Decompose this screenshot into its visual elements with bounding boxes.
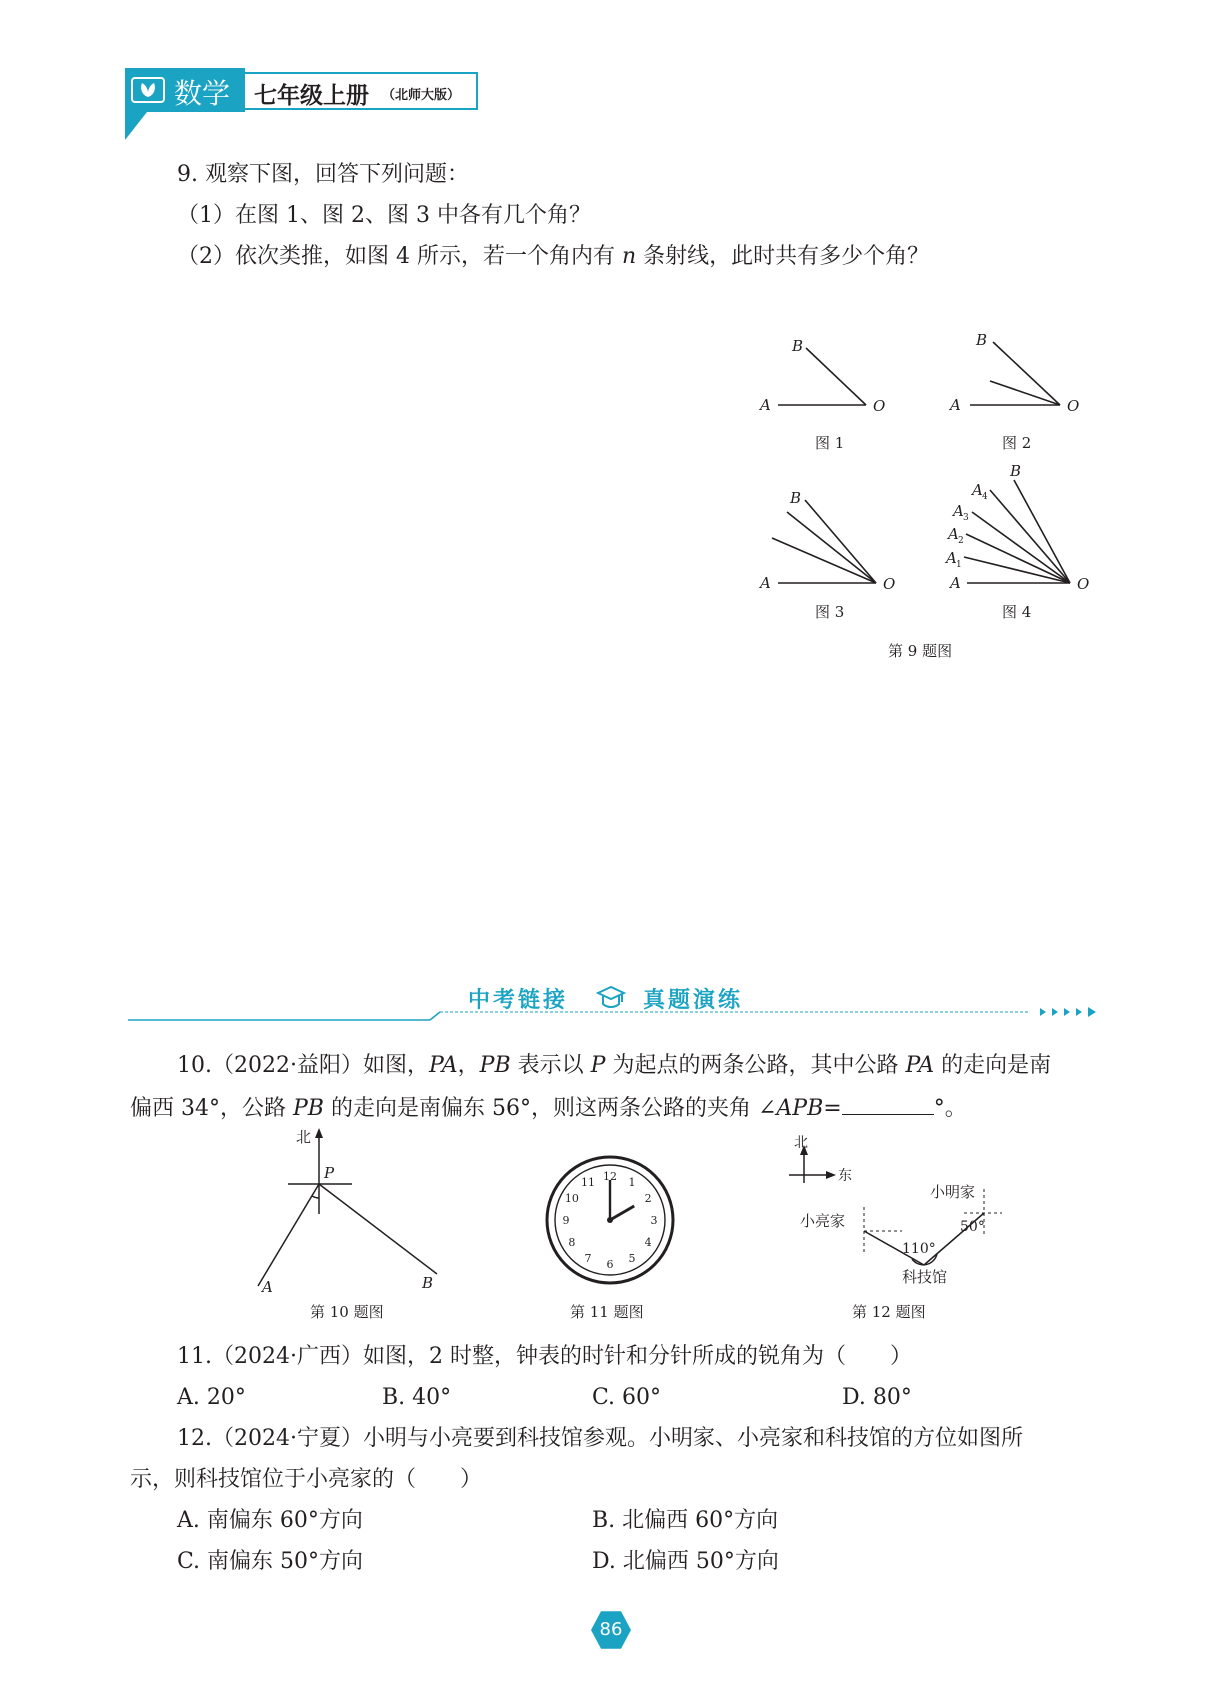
q11-option-d[interactable]: D. 80°	[842, 1385, 912, 1410]
fig4-ray-OA2	[966, 534, 1070, 583]
q12-east-arrow-icon	[826, 1171, 836, 1179]
fig4-label-A3: A	[953, 502, 964, 520]
q10-north-arrow-icon	[315, 1128, 323, 1138]
q10-line1	[177, 1051, 1051, 1081]
fig3-inner-ray-1	[772, 538, 876, 583]
section-title-right: 真题演练	[643, 988, 744, 1013]
fig2-inner-ray	[990, 381, 1060, 405]
fig1-label-B: B	[792, 337, 804, 355]
q10-l1-b: 表示以	[510, 1053, 591, 1078]
q12-option-a[interactable]: A. 南偏东 60°方向	[177, 1508, 363, 1533]
q10-l1-c: 为起点的两条公路，其中公路	[605, 1053, 906, 1078]
clock-number-6: 6	[606, 1258, 614, 1271]
section-divider	[128, 1006, 1098, 1026]
q10-var-PA: PA	[428, 1053, 458, 1078]
q9-fig1-caption: 图 1	[815, 434, 845, 452]
q12-line2: 示，则科技馆位于小亮家的（ ）	[130, 1467, 483, 1492]
fig4-sub-2: 2	[958, 536, 964, 546]
clock-center	[607, 1217, 613, 1223]
q12-label-east: 东	[838, 1168, 852, 1184]
fig2-label-A: A	[950, 396, 961, 414]
q10-var-PB-2: PB	[292, 1096, 324, 1121]
q9-fig2-caption: 图 2	[1002, 434, 1032, 452]
q11-option-a[interactable]: A. 20°	[177, 1385, 246, 1410]
q10-angle-mark	[312, 1196, 319, 1198]
header-grade: 七年级上册	[254, 83, 369, 109]
q10-label-P: P	[324, 1164, 335, 1182]
clock-number-2: 2	[644, 1192, 652, 1205]
fig1-label-O: O	[873, 397, 886, 415]
q10-var-P: P	[590, 1053, 606, 1078]
q9-part2-post: 条射线，此时共有多少个角？	[636, 244, 930, 269]
q10-l2-c: =	[823, 1096, 842, 1121]
q10-l2-a: 偏西 34°，公路	[130, 1096, 293, 1121]
q10-answer-blank[interactable]	[842, 1092, 934, 1115]
q11-option-b[interactable]: B. 40°	[382, 1385, 452, 1410]
fig4-ray-OA4	[990, 490, 1070, 583]
q10-caption: 第 10 题图	[310, 1303, 384, 1321]
clock-number-8: 8	[568, 1236, 576, 1249]
q9-figure-caption: 第 9 题图	[888, 642, 953, 660]
clock-number-9: 9	[562, 1214, 570, 1227]
fig3-label-O: O	[883, 575, 896, 593]
fig4-label-O: O	[1077, 575, 1090, 593]
fig4-label-A2: A	[948, 525, 959, 543]
q10-l2-b: 的走向是南偏东 56°，则这两条公路的夹角 ∠	[323, 1096, 777, 1121]
clock-number-1: 1	[628, 1175, 636, 1189]
q12-caption: 第 12 题图	[852, 1303, 926, 1321]
q12-label-museum: 科技馆	[902, 1268, 948, 1286]
q11-caption: 第 11 题图	[570, 1303, 644, 1321]
fig3-label-A: A	[760, 574, 771, 592]
clock-hour-hand	[610, 1206, 634, 1220]
q10-road-PB	[319, 1184, 437, 1274]
fig3-inner-ray-2	[787, 512, 876, 583]
header-tail	[125, 112, 147, 140]
fig4-sub-3: 3	[963, 513, 969, 523]
q12-label-north: 北	[794, 1135, 808, 1151]
page-number: 86	[599, 1619, 623, 1640]
fig2-label-O: O	[1067, 397, 1080, 415]
clock-number-3: 3	[650, 1214, 658, 1227]
header-subject: 数学	[174, 77, 231, 110]
q10-l2-d: °。	[933, 1096, 967, 1121]
q9-stem: 9. 观察下图，回答下列问题：	[177, 162, 469, 187]
fig4-sub-1: 1	[956, 560, 962, 570]
clock-number-7: 7	[584, 1252, 592, 1266]
fig4-label-A1: A	[946, 549, 957, 567]
clock-number-10: 10	[564, 1192, 579, 1205]
q9-part2	[177, 242, 929, 272]
q9-part2-pre: （2）依次类推，如图 4 所示，若一个角内有	[177, 244, 622, 269]
q12-label-xiaoming: 小明家	[930, 1183, 976, 1201]
fig4-label-A: A	[950, 574, 961, 592]
section-title-left: 中考链接	[468, 988, 569, 1013]
fig4-sub-4: 4	[982, 492, 988, 502]
q10-road-PA	[258, 1184, 319, 1286]
q12-label-angle-50: 50°	[960, 1219, 985, 1235]
q9-fig4-caption: 图 4	[1002, 603, 1032, 621]
header-edition: （北师大版）	[382, 88, 461, 103]
clock-number-11: 11	[581, 1175, 595, 1189]
fig3-label-B: B	[790, 489, 802, 507]
fig2-label-B: B	[976, 331, 988, 349]
fig4-ray-OA1	[964, 557, 1070, 583]
q12-option-d[interactable]: D. 北偏西 50°方向	[592, 1549, 779, 1574]
clock-number-5: 5	[628, 1252, 636, 1266]
q12-figure	[780, 1135, 1020, 1300]
q12-option-b[interactable]: B. 北偏西 60°方向	[592, 1508, 779, 1533]
fig4-ray-OB	[1014, 480, 1070, 583]
q10-figure	[250, 1120, 470, 1300]
q11-option-c[interactable]: C. 60°	[592, 1385, 662, 1410]
fig4-label-B: B	[1010, 462, 1022, 480]
q10-l1-a: 10.（2022·益阳）如图，	[177, 1053, 429, 1078]
q9-var-n: n	[621, 244, 637, 269]
q10-var-APB: APB	[776, 1096, 824, 1121]
q10-var-PB: PB	[479, 1053, 511, 1078]
q12-option-c[interactable]: C. 南偏东 50°方向	[177, 1549, 364, 1574]
clock-number-12: 12	[603, 1170, 617, 1183]
q9-part1: （1）在图 1、图 2、图 3 中各有几个角？	[177, 203, 591, 228]
q10-label-B: B	[422, 1274, 434, 1292]
q12-line1: 12.（2024·宁夏）小明与小亮要到科技馆参观。小明家、小亮家和科技馆的方位如图所	[177, 1426, 1023, 1451]
q12-label-xiaoliang: 小亮家	[800, 1212, 846, 1230]
q10-var-PA-2: PA	[905, 1053, 935, 1078]
fig2-ray-OB	[993, 342, 1060, 405]
q12-label-angle-110: 110°	[902, 1241, 936, 1257]
q9-figure	[750, 320, 1110, 670]
q11-clock	[540, 1150, 680, 1290]
q9-fig3-caption: 图 3	[815, 603, 845, 621]
fig4-label-A4: A	[972, 481, 983, 499]
q10-label-A: A	[262, 1278, 273, 1296]
q10-l1-d: 的走向是南	[934, 1053, 1052, 1078]
q10-comma: ，	[457, 1053, 480, 1078]
leaf-book-icon	[131, 77, 165, 103]
fig4-ray-OA3	[972, 512, 1070, 583]
q10-label-north: 北	[296, 1128, 312, 1146]
q11-stem: 11.（2024·广西）如图，2 时整，钟表的时针和分针所成的锐角为（ ）	[177, 1344, 912, 1369]
clock-number-4: 4	[644, 1236, 652, 1249]
fig1-label-A: A	[760, 396, 771, 414]
fig1-ray-OB	[806, 348, 866, 405]
fig3-ray-OB	[805, 500, 876, 583]
